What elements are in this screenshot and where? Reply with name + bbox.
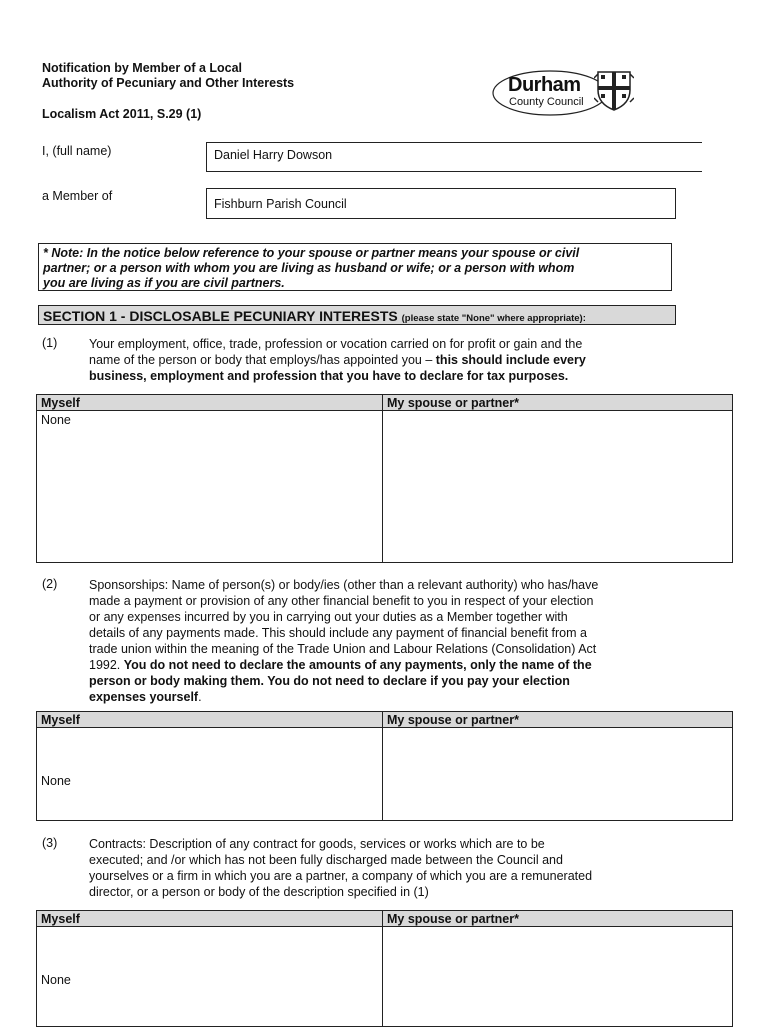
item-line: director, or a person or body of the description specified in (1) (89, 885, 429, 899)
myself-cell[interactable]: None (37, 411, 383, 563)
col-spouse: My spouse or partner* (383, 712, 733, 728)
item-bold-text: expenses yourself (89, 690, 199, 704)
item-2-table (36, 711, 733, 821)
item-line: made a payment or provision of any other financial benefit to you in respect of your election (89, 594, 594, 608)
item-line: trade union within the meaning of the Trade Union and Labour Relations (Consolidation) Act (89, 642, 597, 656)
member-of-field[interactable]: Fishburn Parish Council (206, 188, 676, 219)
form-title (42, 61, 294, 91)
col-myself: Myself (37, 395, 383, 411)
item-bold-text: business, employment and profession that you have to declare for tax purposes. (89, 369, 569, 383)
note-line: * Note: In the notice below reference to your spouse or partner means your spouse or civil (43, 246, 580, 260)
form-title-line: Authority of Pecuniary and Other Interests (42, 76, 295, 90)
item-trailing: . (198, 690, 202, 704)
item-line: details of any payments made. This should include any payment of financial benefit from a (89, 626, 587, 640)
col-spouse: My spouse or partner* (383, 911, 733, 927)
form-title-line: Notification by Member of a Local (42, 61, 243, 75)
section-hint: (please state "None" where appropriate): (401, 313, 586, 324)
myself-cell[interactable]: None (37, 927, 383, 1027)
logo-subtitle: County Council (509, 96, 584, 108)
item-bold-text: person or body making them. You do not need to declare if you pay your election (89, 674, 570, 688)
note-line: partner; or a person with whom you are living as husband or wife; or a person with whom (43, 261, 575, 275)
spouse-note (38, 243, 672, 291)
item-line: executed; and /or which has not been fully discharged made between the Council and (89, 853, 563, 867)
full-name-field[interactable]: Daniel Harry Dowson (206, 142, 702, 172)
section-title: SECTION 1 - DISCLOSABLE PECUNIARY INTERESTS (43, 308, 398, 324)
note-line: you are living as if you are civil partners. (43, 276, 285, 290)
col-myself: Myself (37, 911, 383, 927)
item-2-text (89, 577, 689, 705)
item-line: name of the person or body that employs/has appointed you – (89, 353, 436, 367)
item-number: (2) (42, 577, 58, 591)
item-bold-text: this should include every (435, 353, 586, 367)
member-of-label: a Member of (42, 189, 113, 203)
item-line: yourselves or a firm in which you are a partner, a company of which you are a remunerated (89, 869, 593, 883)
item-bold-text: You do not need to declare the amounts of any payments, only the name of the (123, 658, 592, 672)
item-line: Sponsorships: Name of person(s) or body/ies (other than a relevant authority) who has/have (89, 578, 599, 592)
item-3-text (89, 836, 689, 900)
spouse-cell[interactable] (383, 411, 733, 563)
item-number: (3) (42, 836, 58, 850)
section-1-heading (38, 305, 676, 325)
item-line: Your employment, office, trade, profession or vocation carried on for profit or gain and the (89, 337, 583, 351)
item-3-table (36, 910, 733, 1027)
logo-name: Durham (508, 74, 581, 96)
council-logo (490, 63, 640, 123)
full-name-label: I, (full name) (42, 144, 112, 158)
coat-of-arms-icon (594, 68, 634, 112)
item-1-table (36, 394, 733, 563)
col-spouse: My spouse or partner* (383, 395, 733, 411)
item-line: Contracts: Description of any contract for goods, services or works which are to be (89, 837, 545, 851)
item-line: or any expenses incurred by you in carrying out your duties as a Member together with (89, 610, 568, 624)
act-reference: Localism Act 2011, S.29 (1) (42, 107, 202, 121)
item-1-text (89, 336, 689, 384)
col-myself: Myself (37, 712, 383, 728)
item-line: 1992. (89, 658, 124, 672)
spouse-cell[interactable] (383, 728, 733, 821)
item-number: (1) (42, 336, 58, 350)
spouse-cell[interactable] (383, 927, 733, 1027)
myself-cell[interactable]: None (37, 728, 383, 821)
